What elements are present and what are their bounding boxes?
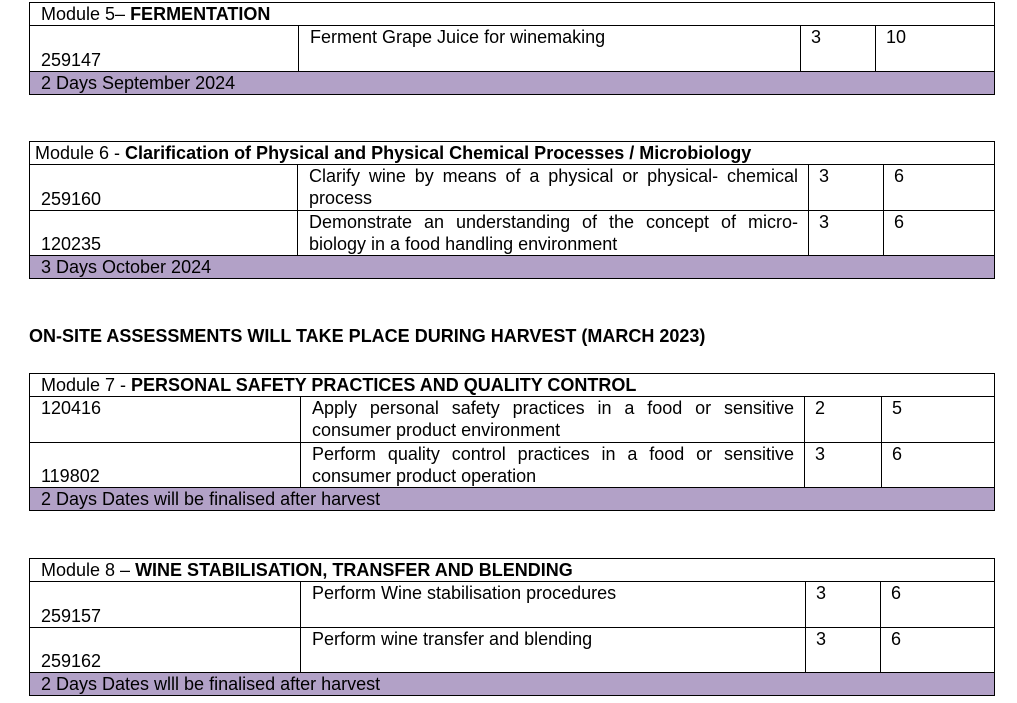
table-row — [30, 211, 995, 256]
unit-description: Clarify wine by means of a physical or physical- chemical process — [298, 165, 809, 211]
table-row — [30, 26, 995, 72]
unit-code: 259162 — [30, 628, 301, 673]
module-header: Module 7 - PERSONAL SAFETY PRACTICES AND QUALITY CONTROL — [30, 374, 995, 397]
module-title: Clarification of Physical and Physical Chemical Processes / Microbiology — [125, 143, 752, 163]
module-header: Module 5– FERMENTATION — [30, 3, 995, 26]
credits: 6 — [882, 443, 995, 488]
nqf-level: 3 — [809, 165, 884, 211]
module-5-table — [29, 2, 995, 95]
module-header: Module 6 - Clarification of Physical and Physical Chemical Processes / Microbiology — [30, 142, 995, 165]
nqf-level: 3 — [805, 443, 882, 488]
unit-description: Demonstrate an understanding of the concept of micro-biology in a food handling environment — [298, 211, 809, 256]
module-title: PERSONAL SAFETY PRACTICES AND QUALITY CONTROL — [131, 375, 637, 395]
module-header: Module 8 – WINE STABILISATION, TRANSFER AND BLENDING — [30, 559, 995, 582]
unit-description: Apply personal safety practices in a food or sensitive consumer product environment — [301, 397, 805, 443]
nqf-level: 3 — [806, 628, 881, 673]
unit-code: 259147 — [30, 26, 299, 72]
unit-code: 120235 — [30, 211, 298, 256]
credits: 5 — [882, 397, 995, 443]
module-8-table — [29, 558, 995, 696]
assessment-banner: ON-SITE ASSESSMENTS WILL TAKE PLACE DURING HARVEST (MARCH 2023) — [29, 326, 706, 346]
duration-bar: 2 Days Dates will be finalised after harvest — [30, 488, 995, 511]
nqf-level: 3 — [806, 582, 881, 628]
unit-code: 259157 — [30, 582, 301, 628]
table-row — [30, 443, 995, 488]
unit-description: Perform Wine stabilisation procedures — [301, 582, 806, 628]
credits: 6 — [881, 628, 995, 673]
duration-bar: 3 Days October 2024 — [30, 256, 995, 279]
unit-description: Perform quality control practices in a food or sensitive consumer product operation — [301, 443, 805, 488]
credits: 6 — [884, 165, 995, 211]
unit-code: 119802 — [30, 443, 301, 488]
nqf-level: 2 — [805, 397, 882, 443]
module-6-table — [29, 141, 995, 279]
module-7-table — [29, 373, 995, 511]
table-row — [30, 582, 995, 628]
credits: 6 — [884, 211, 995, 256]
module-title: WINE STABILISATION, TRANSFER AND BLENDING — [135, 560, 573, 580]
unit-description: Ferment Grape Juice for winemaking — [299, 26, 801, 72]
duration-bar: 2 Days September 2024 — [30, 72, 995, 95]
unit-description: Perform wine transfer and blending — [301, 628, 806, 673]
unit-code: 120416 — [30, 397, 301, 443]
nqf-level: 3 — [801, 26, 876, 72]
table-row — [30, 397, 995, 443]
credits: 6 — [881, 582, 995, 628]
duration-bar: 2 Days Dates wlll be finalised after harvest — [30, 673, 995, 696]
nqf-level: 3 — [809, 211, 884, 256]
unit-code: 259160 — [30, 165, 298, 211]
table-row — [30, 628, 995, 673]
module-title: FERMENTATION — [130, 4, 271, 24]
credits: 10 — [876, 26, 995, 72]
table-row — [30, 165, 995, 211]
